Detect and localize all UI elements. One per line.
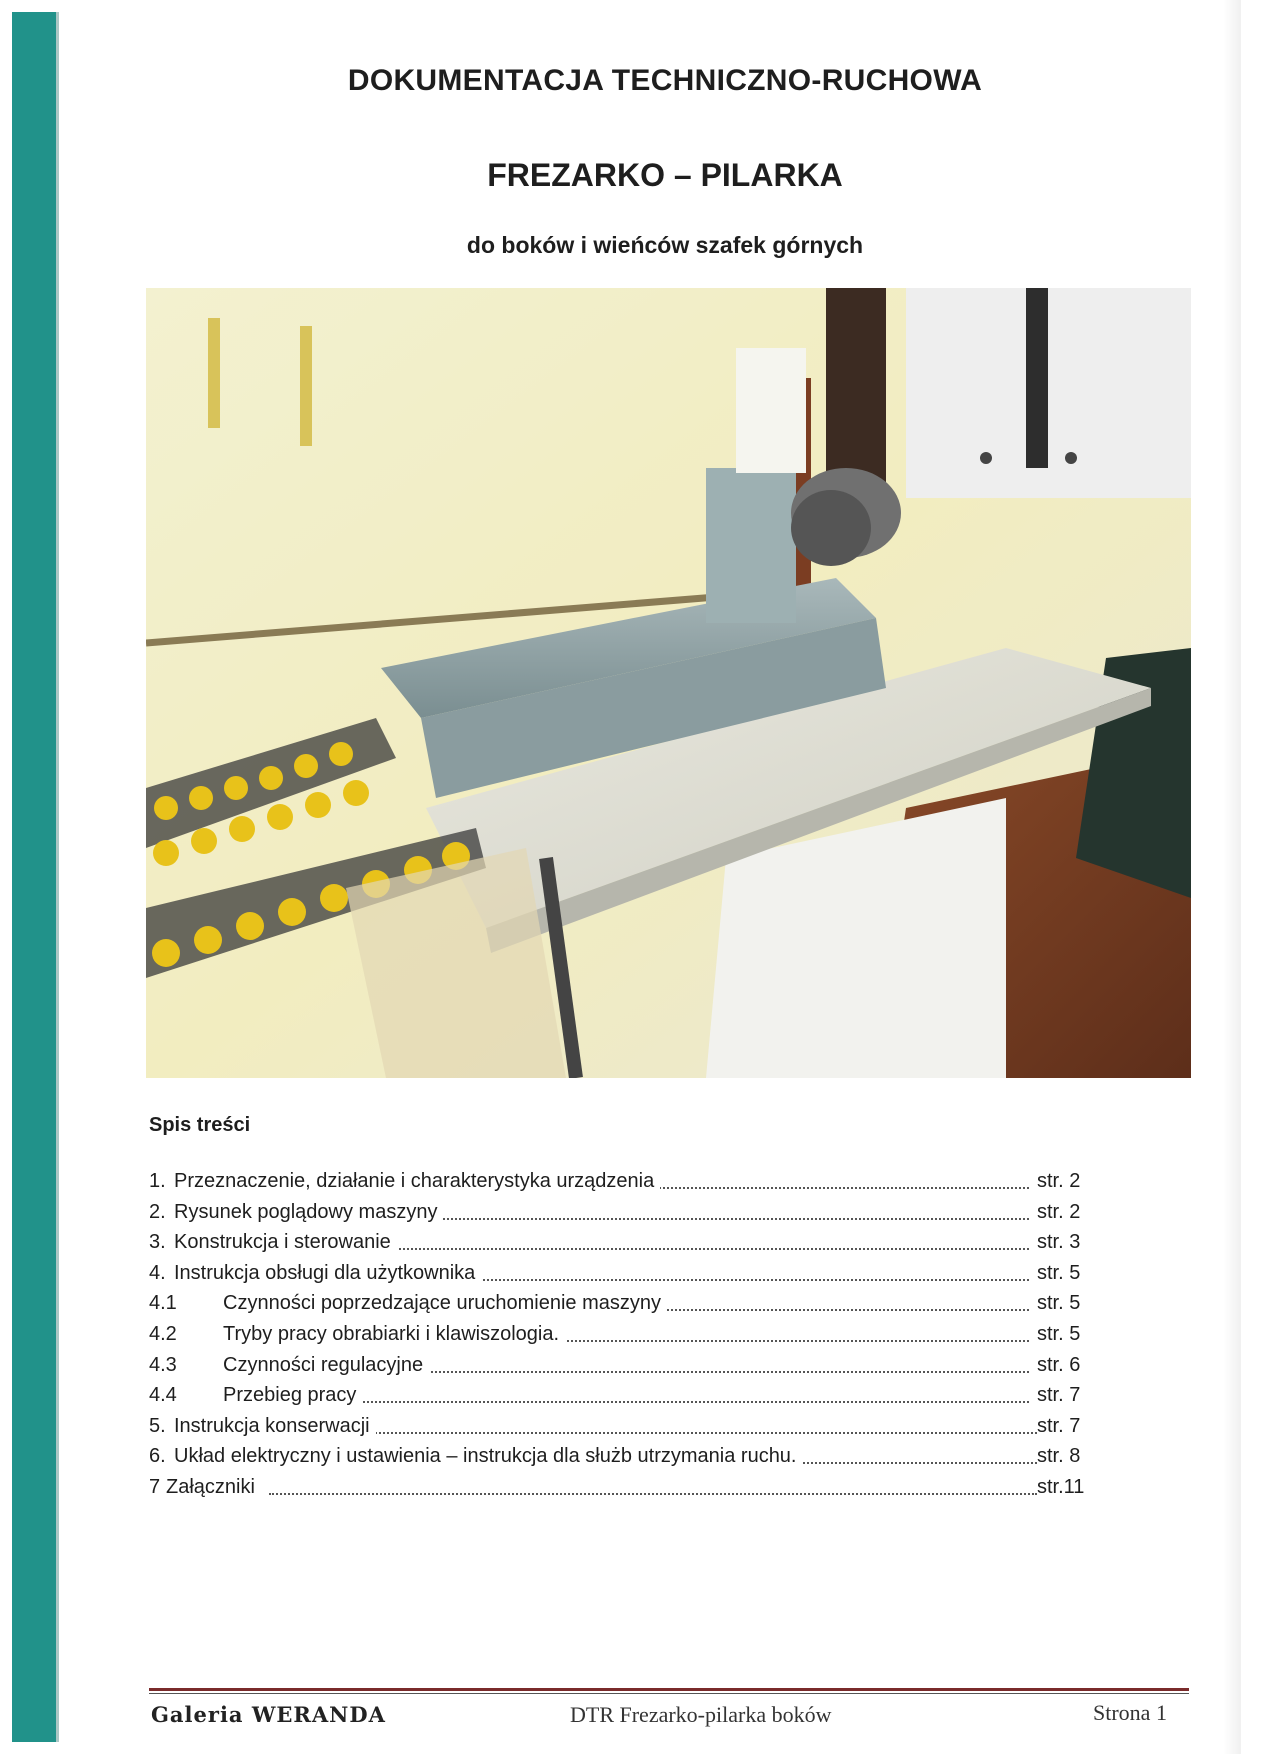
binding-strip: [12, 12, 56, 1742]
toc-item-label: Czynności poprzedzające uruchomienie maszyny: [223, 1288, 667, 1319]
footer-rule: [149, 1688, 1189, 1691]
toc-item-page: str. 5: [1037, 1322, 1081, 1345]
toc-item-page: str. 7: [1037, 1384, 1081, 1407]
toc-leader-dots: [269, 1491, 1037, 1495]
toc-item-number: 7: [149, 1475, 161, 1498]
toc-item[interactable]: [149, 1441, 1099, 1472]
toc-item[interactable]: [149, 1472, 1099, 1503]
toc-item-label: Układ elektryczny i ustawienia – instrukcja dla służb utrzymania ruchu.: [174, 1441, 803, 1472]
toc-item-label: Instrukcja obsługi dla użytkownika: [174, 1258, 481, 1289]
toc-item-label: Konstrukcja i sterowanie: [174, 1227, 397, 1258]
toc-leader-dots: [319, 1430, 1037, 1434]
toc-item-label: Instrukcja konserwacji: [174, 1411, 376, 1442]
toc-item-number: 4.3: [149, 1353, 177, 1376]
toc-item-label: Przeznaczenie, działanie i charakterystyka urządzenia: [174, 1166, 660, 1197]
machine-title: FREZARKO – PILARKA: [487, 157, 843, 193]
toc-item-number: 4.: [149, 1261, 166, 1284]
toc-item-number: 4.2: [149, 1322, 177, 1345]
toc-item-page: str.11: [1037, 1475, 1085, 1498]
toc-item-page: str. 8: [1037, 1445, 1081, 1468]
toc-item-label: Rysunek poglądowy maszyny: [174, 1197, 443, 1228]
toc-item-page: str. 5: [1037, 1292, 1081, 1315]
toc-item-number: 4.4: [149, 1384, 177, 1407]
toc-item[interactable]: [149, 1227, 1099, 1258]
binding-strip-edge: [56, 12, 59, 1742]
document-title: DOKUMENTACJA TECHNICZNO-RUCHOWA: [347, 64, 983, 97]
toc-item[interactable]: [149, 1319, 1099, 1350]
toc-heading: Spis treści: [149, 1114, 251, 1136]
machine-photo: [146, 288, 1191, 1078]
toc-item-number: 2.: [149, 1200, 166, 1223]
toc-item-page: str. 6: [1037, 1353, 1081, 1376]
toc-item[interactable]: [149, 1350, 1099, 1381]
toc-item[interactable]: [149, 1258, 1099, 1289]
toc-item-page: str. 5: [1037, 1261, 1081, 1284]
toc-item-number: 6.: [149, 1445, 166, 1468]
footer-page-number: Strona 1: [1093, 1700, 1167, 1725]
toc-item-page: str. 7: [1037, 1414, 1081, 1437]
toc-item-number: 1.: [149, 1170, 166, 1192]
toc-item[interactable]: [149, 1197, 1099, 1228]
toc-leader-dots: [319, 1399, 1029, 1403]
toc-item-label: Czynności regulacyjne: [223, 1350, 429, 1381]
machine-subtitle: do boków i wieńców szafek górnych: [466, 232, 864, 258]
footer-rule-thin: [149, 1693, 1189, 1694]
toc-item[interactable]: [149, 1380, 1099, 1411]
toc-item-page: str. 3: [1037, 1231, 1081, 1254]
toc-item[interactable]: [149, 1411, 1099, 1442]
toc-item[interactable]: [149, 1288, 1099, 1319]
table-of-contents: [149, 1166, 1099, 1503]
toc-item-label: Tryby pracy obrabiarki i klawiszologia.: [223, 1319, 565, 1350]
footer-brand: Galeria WERANDA: [151, 1702, 386, 1727]
toc-item[interactable]: [149, 1166, 1099, 1197]
page-edge-shadow: [1223, 0, 1241, 1754]
toc-item-page: str. 2: [1037, 1170, 1081, 1192]
footer-document-name: DTR Frezarko-pilarka boków: [570, 1702, 832, 1727]
toc-item-label: Przebieg pracy: [223, 1380, 362, 1411]
toc-item-page: str. 2: [1037, 1200, 1081, 1223]
toc-item-number: 5.: [149, 1414, 166, 1437]
toc-item-number: 3.: [149, 1231, 166, 1254]
toc-item-number: 4.1: [149, 1292, 177, 1315]
toc-leader-dots: [319, 1246, 1029, 1250]
toc-item-label: Załączniki: [166, 1472, 261, 1503]
